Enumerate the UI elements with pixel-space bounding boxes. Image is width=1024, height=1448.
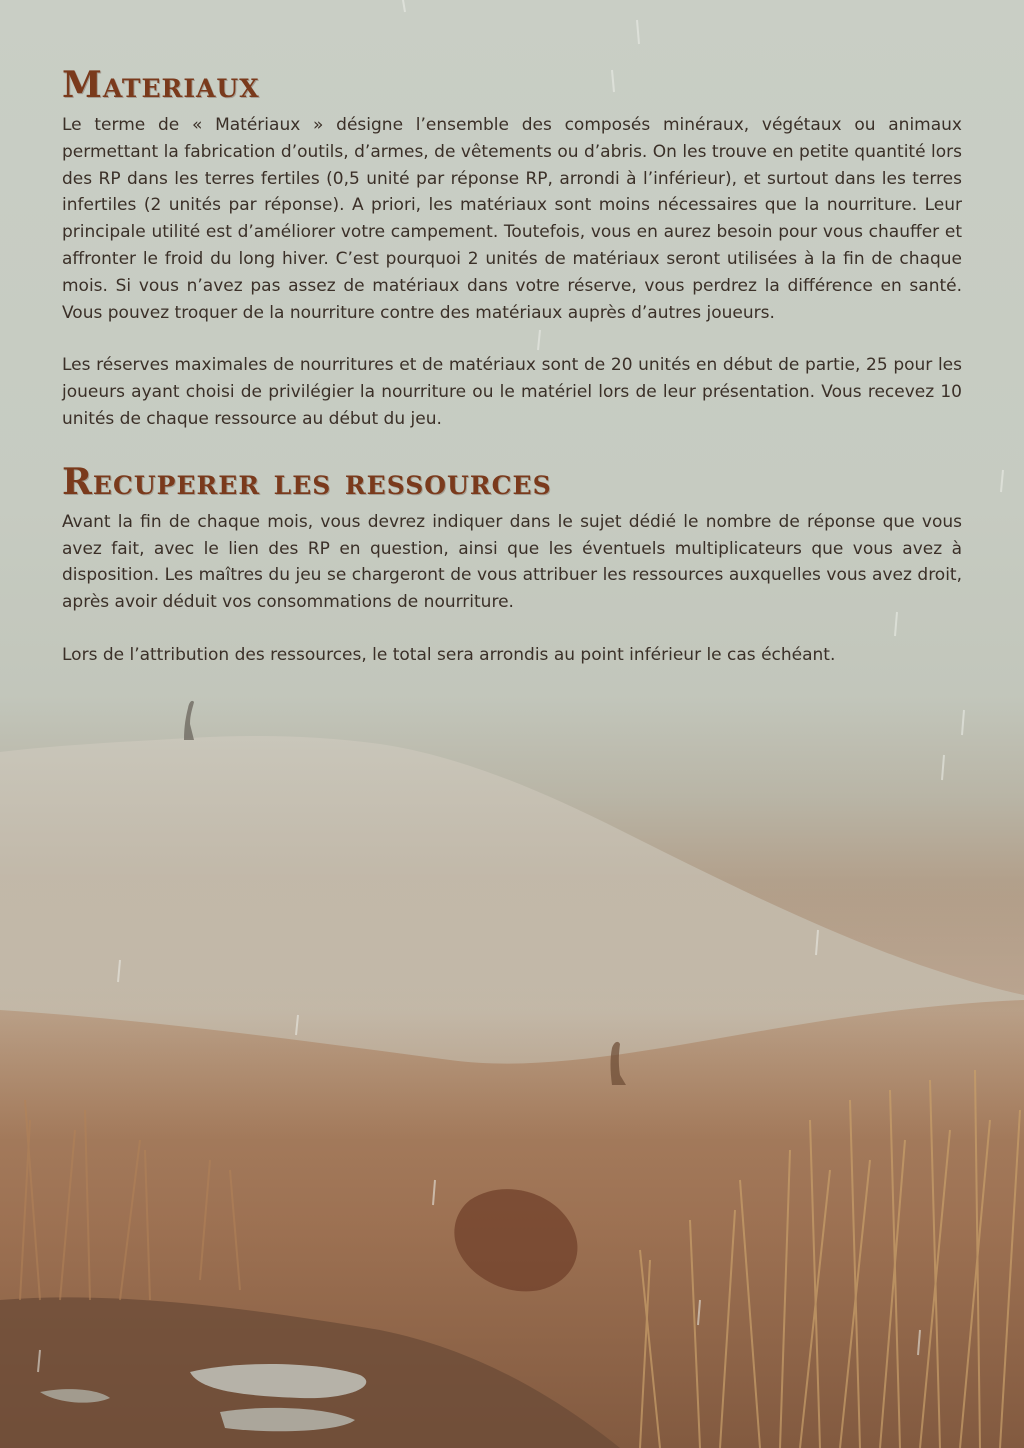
creature-on-hill	[184, 701, 194, 740]
paragraph-recuperer-description: Avant la fin de chaque mois, vous devrez indiquer dans le sujet dédié le nombre de réponse que vous avez fait, avec le lien des RP en question, ainsi que les éventuels multiplicateurs que vous avez à disposition. Les maîtres du jeu se chargeront de vous attribuer les ressources auxquelles vous avez droit, après avoir déduit vos consommations de nourriture.	[62, 511, 962, 613]
paragraph-attribution: Lors de l’attribution des ressources, le total sera arrondis au point inférieur le cas échéant.	[62, 644, 836, 665]
section-title-recuperer-ressources: Recuperer les ressources	[62, 460, 552, 503]
text-content	[62, 58, 962, 669]
paragraph-materiaux-description: Le terme de « Matériaux » désigne l’ensemble des composés minéraux, végétaux ou animaux permettant la fabrication d’outils, d’armes, de vêtements ou d’abris. On les trouve en petite quantité lors des RP dans les terres fertiles (0,5 unité par réponse RP, arrondi à l’inférieur), et surtout dans les terres infertiles (2 unités par réponse). A priori, les matériaux sont moins nécessaires que la nourriture. Leur principale utilité est d’améliorer votre campement. Toutefois, vous en aurez besoin pour vous chauffer et affronter le froid du long hiver. C’est pourquoi 2 unités de matériaux seront utilisées à la fin de chaque mois. Si vous n’avez pas assez de matériaux dans votre réserve, vous perdrez la différence en santé. Vous pouvez troquer de la nourriture contre des matériaux auprès d’autres joueurs.	[62, 115, 962, 323]
section-title-materiaux: Materiaux	[62, 64, 260, 106]
paragraph-reserves: Les réserves maximales de nourritures et de matériaux sont de 20 unités en début de partie, 25 pour les joueurs ayant choisi de privilégier la nourriture ou le matériel lors de leur présentation. Vous recevez 10 unités de chaque ressource au début du jeu.	[62, 355, 962, 429]
